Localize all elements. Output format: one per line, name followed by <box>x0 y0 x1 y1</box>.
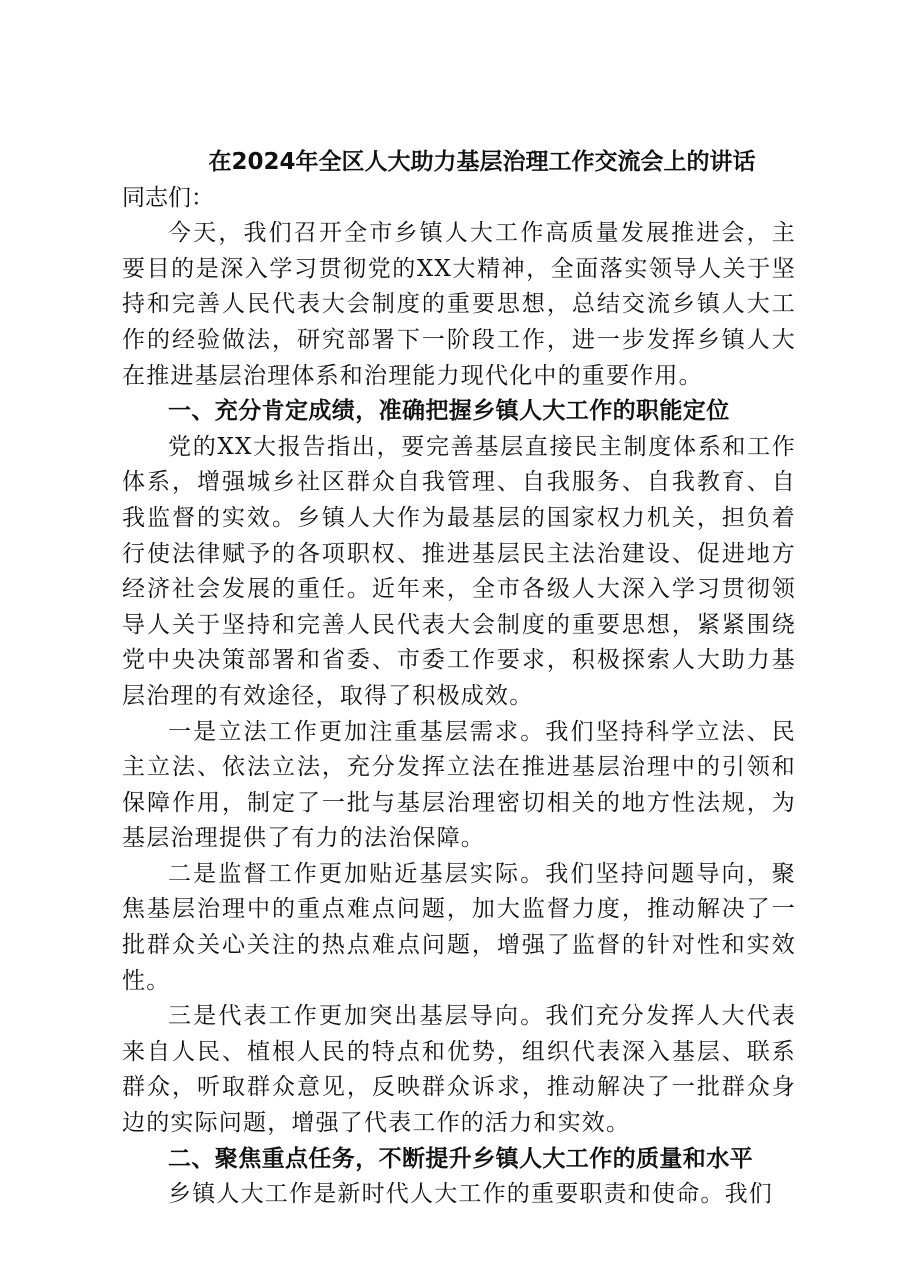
document-title: 在2024年全区人大助力基层治理工作交流会上的讲话 <box>208 149 756 175</box>
section1-paragraph: 党的XX大报告指出，要完善基层直接民主制度体系和工作体系，增强城乡社区群众自我管理、自我服务、自我教育、自我监督的实效。乡镇人大作为最基层的国家权力机关，担负着行使法律赋予的各项职权、推进基层民主法治建设、促进地方经济社会发展的重任。近年来，全市各级人大深入学习贯彻领导人关于坚持和完善人民代表大会制度的重要思想，紧紧围绕党中央决策部署和省委、市委工作要求，积极探索人大助力基层治理的有效途径，取得了积极成效。 <box>122 433 796 709</box>
section-heading-1: 一、充分肯定成绩，准确把握乡镇人大工作的职能定位 <box>168 398 730 425</box>
salutation: 同志们： <box>122 184 214 211</box>
section-heading-2: 二、聚焦重点任务，不断提升乡镇人大工作的质量和水平 <box>168 1145 753 1172</box>
section1-paragraph: 一是立法工作更加注重基层需求。我们坚持科学立法、民主立法、依法立法，充分发挥立法在推进基层治理中的引领和保障作用，制定了一批与基层治理密切相关的地方性法规，为基层治理提供了有力的法治保障。 <box>122 718 796 852</box>
document-page <box>122 145 796 1213</box>
section1-paragraph: 三是代表工作更加突出基层导向。我们充分发挥人大代表来自人民、植根人民的特点和优势，组织代表深入基层、联系群众，听取群众意见，反映群众诉求，推动解决了一批群众身边的实际问题，增强了代表工作的活力和实效。 <box>122 1003 796 1137</box>
section2-paragraph: 乡镇人大工作是新时代人大工作的重要职责和使命。我们 <box>168 1181 773 1208</box>
section1-paragraph: 二是监督工作更加贴近基层实际。我们坚持问题导向，聚焦基层治理中的重点难点问题，加大监督力度，推动解决了一批群众关心关注的热点难点问题，增强了监督的针对性和实效性。 <box>122 860 796 994</box>
intro-paragraph: 今天，我们召开全市乡镇人大工作高质量发展推进会，主要目的是深入学习贯彻党的XX大精神，全面落实领导人关于坚持和完善人民代表大会制度的重要思想，总结交流乡镇人大工作的经验做法，研究部署下一阶段工作，进一步发挥乡镇人大在推进基层治理体系和治理能力现代化中的重要作用。 <box>122 220 796 389</box>
